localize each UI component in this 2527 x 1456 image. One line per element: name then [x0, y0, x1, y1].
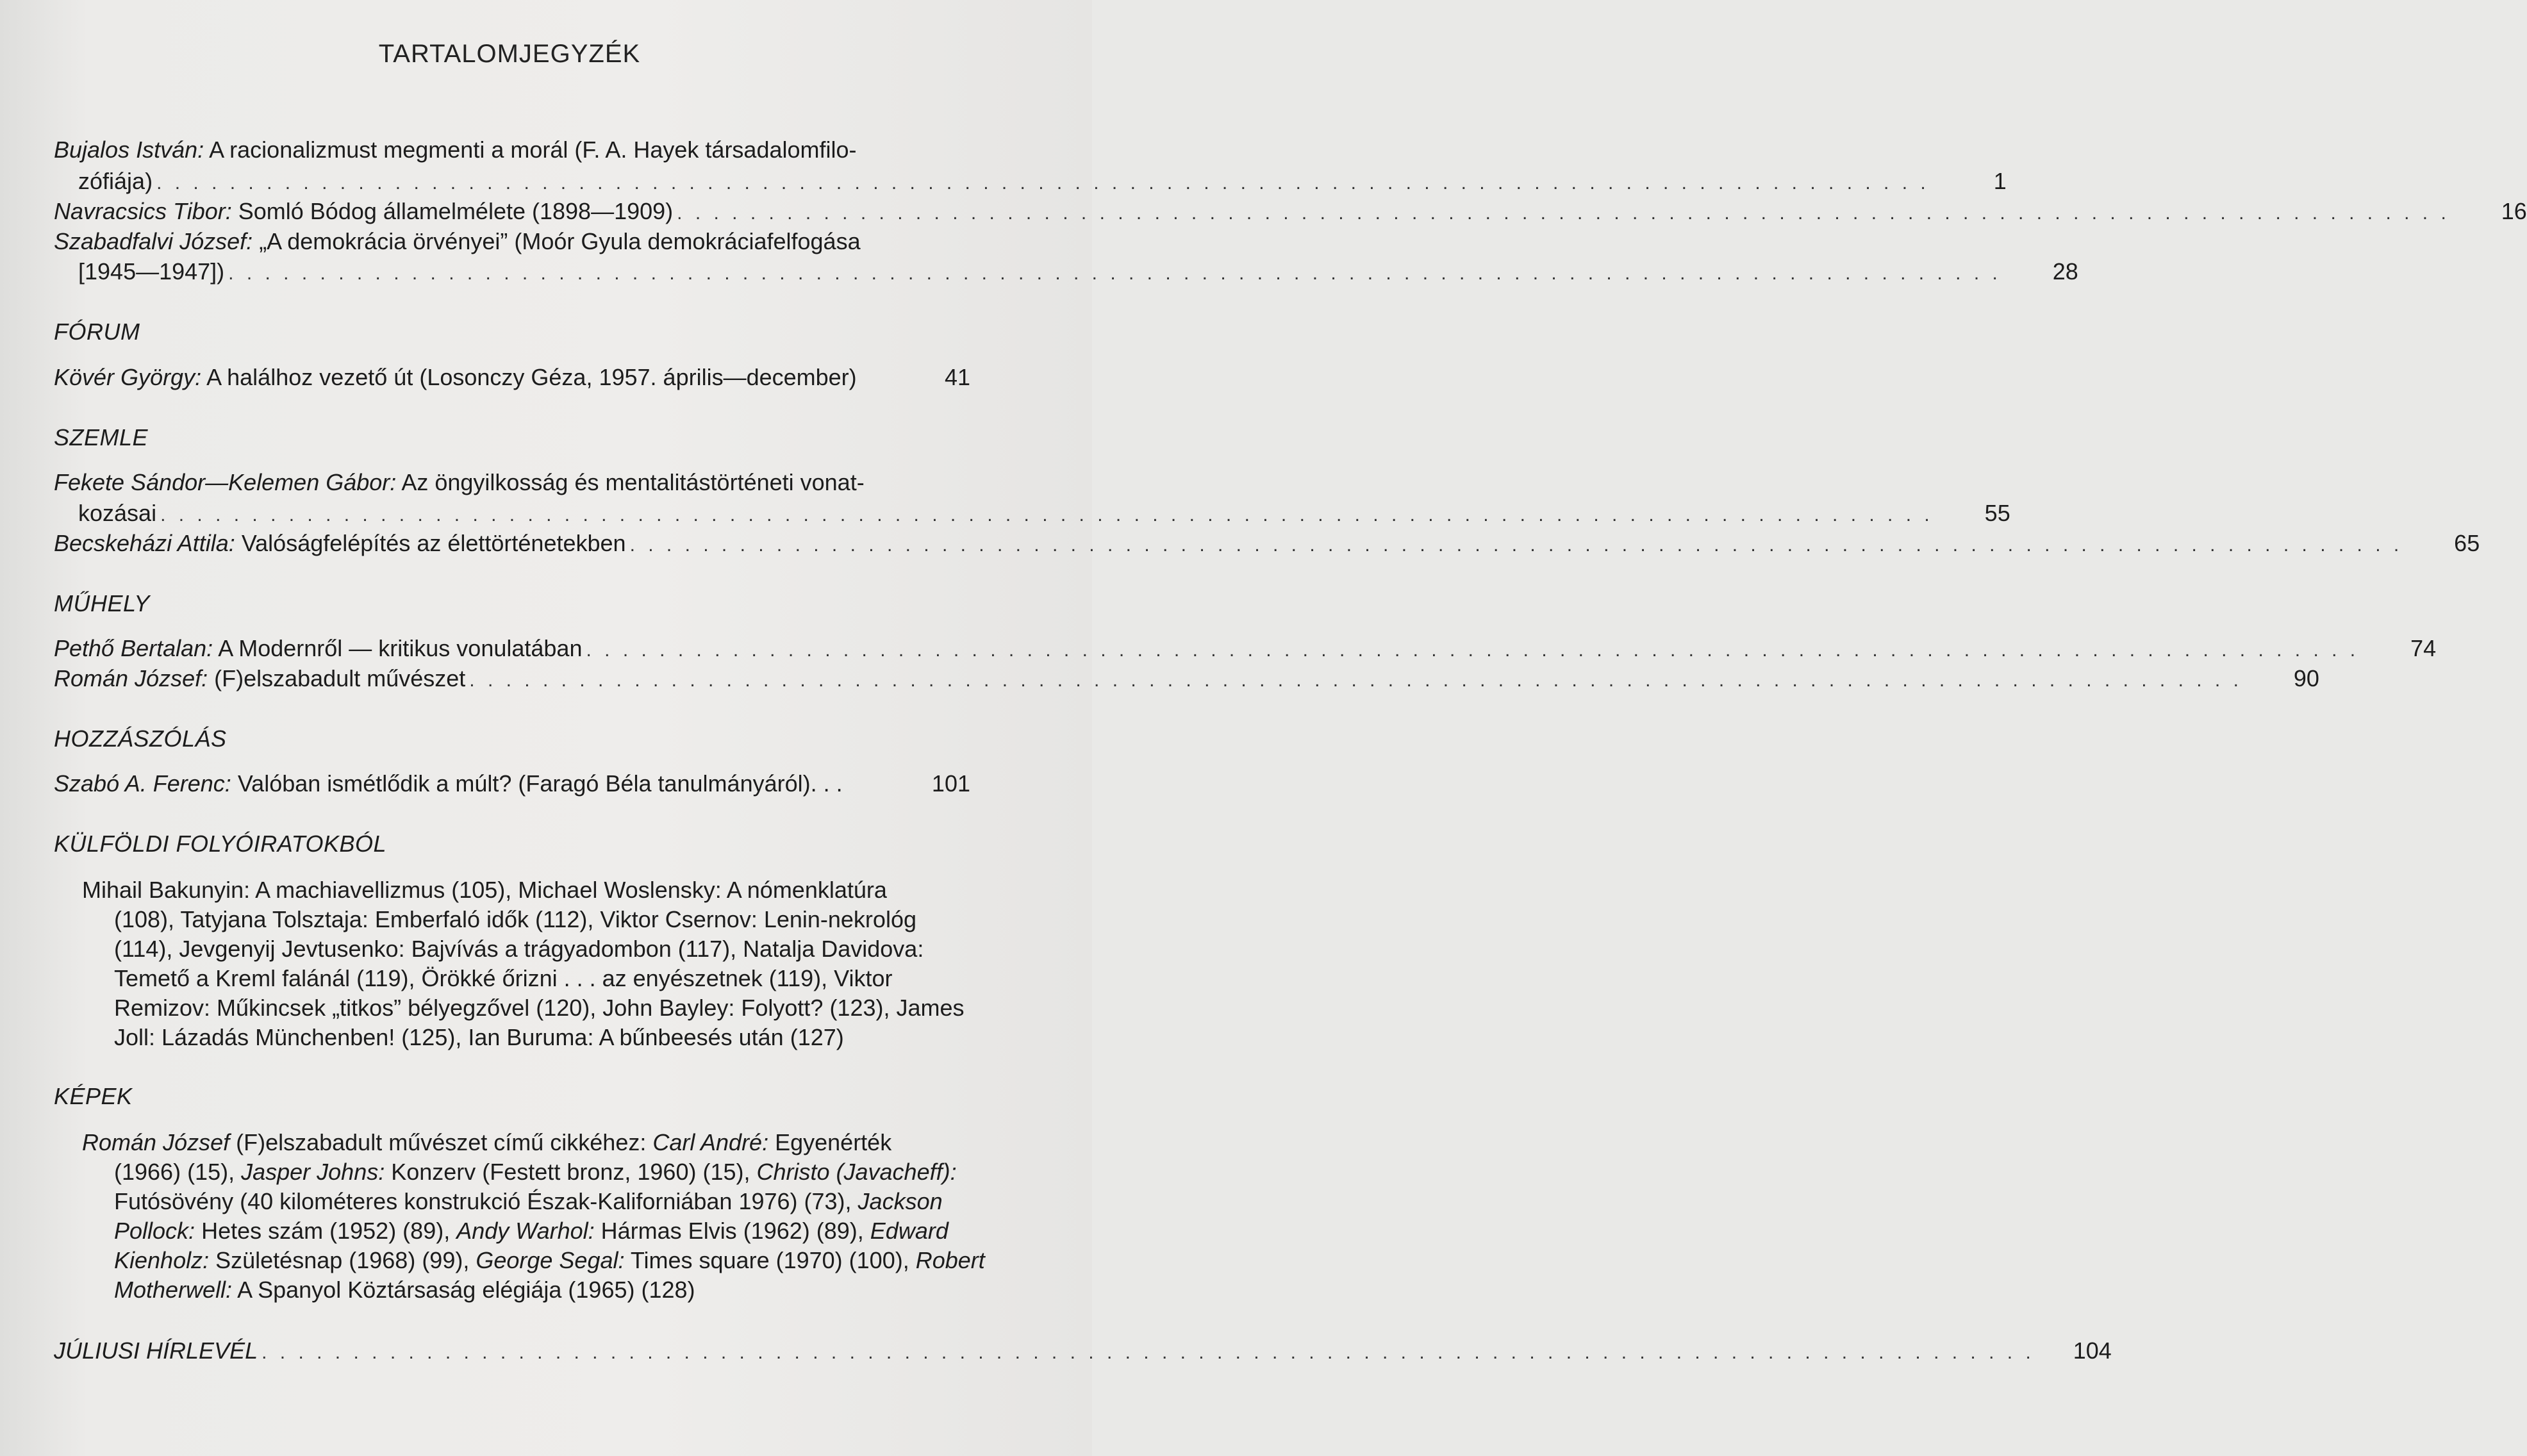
leader-dots: . . . . . . . . . . . . . . . . . . . . . . . . . . . . . . . . . . . . . . . . . . . . . . . . . . . . . . . . . . . . . . . . . . . . . . . . . . . . . . . . . . . . . . . . . . . . . . . . .: [677, 203, 2450, 224]
toc-entry-navracsics: [54, 197, 2527, 226]
page-number: 41: [944, 364, 970, 390]
leader-dots: . . . . . . . . . . . . . . . . . . . . . . . . . . . . . . . . . . . . . . . . . . . . . . . . . . . . . . . . . . . . . . . . . . . . . . . . . . . . . . . . . . . . . . . . . . . . . . . . .: [156, 172, 1930, 194]
kulfoldi-paragraph: [82, 875, 973, 1052]
entry-title: JÚLIUSI HÍRLEVÉL: [54, 1337, 258, 1364]
toc-entry-petho: [54, 634, 2437, 663]
page-number: 1: [1993, 168, 2007, 194]
toc-entry-fekete: [54, 468, 970, 497]
page-number: 16: [2501, 198, 2527, 224]
page-number: 28: [2052, 258, 2078, 285]
leader-dots: . . . . . . . . . . . . . . . . . . . . . . . . . . . . . . . . . . . . . . . . . . . . . . . . . . . . . . . . . . . . . . . . . . . . . . . . . . . . . . . . . . . . . . . . . . . . . . . . .: [629, 534, 2403, 556]
toc-entry-bujalos: [54, 135, 970, 165]
entry-title: A racionalizmust megmenti a morál (F. A. Hayek társadalomfilo-: [209, 136, 857, 163]
toc-entry-szabadfalvi: [54, 227, 970, 256]
entry-author: Román József:: [54, 665, 208, 691]
section-heading-kulfoldi: KÜLFÖLDI FOLYÓIRATOKBÓL: [54, 831, 386, 857]
section-heading-hozzaszolas: HOZZÁSZÓLÁS: [54, 725, 227, 752]
paragraph-line: (114), Jevgenyij Jevtusenko: Bajvívás a trágyadombon (117), Natalja Davidova:: [114, 936, 924, 962]
entry-title: Valóságfelépítés az élettörténetekben: [241, 530, 626, 556]
page-title: TARTALOMJEGYZÉK: [378, 40, 641, 68]
entry-author: Kövér György:: [54, 364, 202, 390]
paragraph-line: Kienholz: Születésnap (1968) (99), George Segal: Times square (1970) (100), Robert: [114, 1247, 985, 1273]
toc-entry-szabo: [54, 769, 970, 798]
entry-author: Szabadfalvi József:: [54, 228, 253, 254]
paragraph-line: Temető a Kreml falánál (119), Örökké őrizni . . . az enyészetnek (119), Viktor: [114, 965, 893, 991]
paragraph-line: Futósövény (40 kilométeres konstrukció Észak-Kaliforniában 1976) (73), Jackson: [114, 1188, 943, 1214]
paragraph-line: (1966) (15), Jasper Johns: Konzerv (Festett bronz, 1960) (15), Christo (Javacheff):: [114, 1159, 957, 1185]
page-number: 74: [2410, 635, 2437, 661]
page-number: 104: [2073, 1337, 2112, 1364]
paragraph-line: Mihail Bakunyin: A machiavellizmus (105), Michael Woslensky: A nómenklatúra: [82, 877, 887, 903]
section-heading-kepek: KÉPEK: [54, 1083, 133, 1109]
entry-title-cont: zófiája): [78, 168, 153, 194]
entry-title: Somló Bódog államelmélete (1898—1909): [238, 198, 674, 224]
entry-title: (F)elszabadult művészet: [214, 665, 466, 691]
section-heading-szemle: SZEMLE: [54, 424, 149, 451]
paragraph-line: (108), Tatyjana Tolsztaja: Emberfaló idők (112), Viktor Csernov: Lenin-nekrológ: [114, 906, 916, 932]
entry-author: Szabó A. Ferenc:: [54, 770, 231, 797]
paragraph-line: Remizov: Műkincsek „titkos” bélyegzővel (120), John Bayley: Folyott? (123), James: [114, 995, 965, 1021]
paragraph-line: Pollock: Hetes szám (1952) (89), Andy Warhol: Hármas Elvis (1962) (89), Edward: [114, 1218, 949, 1244]
entry-title: „A demokrácia örvényei” (Moór Gyula demokráciafelfogása: [259, 228, 861, 254]
page-number: 55: [1984, 500, 2010, 526]
entry-title-cont: kozásai: [78, 500, 157, 526]
entry-author: Pethő Bertalan:: [54, 635, 213, 661]
entry-title-cont: [1945—1947]): [78, 258, 225, 285]
section-heading-muhely: MŰHELY: [54, 590, 150, 616]
entry-title: A halálhoz vezető út (Losonczy Géza, 1957. április—december): [206, 364, 857, 390]
paragraph-line: Román József (F)elszabadult művészet című cikkéhez: Carl André: Egyenérték: [82, 1129, 892, 1155]
paragraph-line: Joll: Lázadás Münchenben! (125), Ian Buruma: A bűnbeesés után (127): [114, 1024, 844, 1050]
entry-author: Fekete Sándor—Kelemen Gábor:: [54, 469, 397, 495]
entry-author: Navracsics Tibor:: [54, 198, 232, 224]
entry-title: A Modernről — kritikus vonulatában: [218, 635, 583, 661]
entry-title: Valóban ismétlődik a múlt? (Faragó Béla tanulmányáról). . .: [237, 770, 843, 797]
kepek-paragraph: [82, 1128, 985, 1305]
page-number: 65: [2454, 530, 2480, 556]
entry-title: Az öngyilkosság és mentalitástörténeti vonat-: [401, 469, 865, 495]
leader-dots: . . . . . . . . . . . . . . . . . . . . . . . . . . . . . . . . . . . . . . . . . . . . . . . . . . . . . . . . . . . . . . . . . . . . . . . . . . . . . . . . . . . . . . . . . . . . . . . . .: [160, 504, 1934, 525]
toc-entry-hirlevel: [54, 1336, 2112, 1366]
leader-dots: . . . . . . . . . . . . . . . . . . . . . . . . . . . . . . . . . . . . . . . . . . . . . . . . . . . . . . . . . . . . . . . . . . . . . . . . . . . . . . . . . . . . . . . . . . . . . . . . .: [586, 640, 2360, 661]
paragraph-line: Motherwell: A Spanyol Köztársaság elégiája (1965) (128): [114, 1277, 695, 1303]
entry-author: Becskeházi Attila:: [54, 530, 235, 556]
page-number: 101: [931, 770, 970, 797]
leader-dots: . . . . . . . . . . . . . . . . . . . . . . . . . . . . . . . . . . . . . . . . . . . . . . . . . . . . . . . . . . . . . . . . . . . . . . . . . . . . . . . . . . . . . . . . . . . . . . . . .: [228, 263, 2001, 284]
section-heading-forum: FÓRUM: [54, 318, 140, 345]
toc-entry-fekete-cont: [78, 499, 2010, 528]
toc-entry-becskehazi: [54, 529, 2480, 558]
entry-author: Bujalos István:: [54, 136, 204, 163]
leader-dots: . . . . . . . . . . . . . . . . . . . . . . . . . . . . . . . . . . . . . . . . . . . . . . . . . . . . . . . . . . . . . . . . . . . . . . . . . . . . . . . . . . . . . . . . . . . . . . . . .: [469, 670, 2242, 691]
page-number: 90: [2293, 665, 2319, 691]
toc-entry-kover: [54, 363, 970, 392]
toc-entry-szabadfalvi-cont: [78, 257, 2078, 286]
toc-entry-bujalos-cont: [78, 167, 2007, 196]
toc-entry-roman: [54, 664, 2319, 693]
leader-dots: . . . . . . . . . . . . . . . . . . . . . . . . . . . . . . . . . . . . . . . . . . . . . . . . . . . . . . . . . . . . . . . . . . . . . . . . . . . . . . . . . . . . . . . . . . . . . . . . .: [261, 1342, 2035, 1363]
